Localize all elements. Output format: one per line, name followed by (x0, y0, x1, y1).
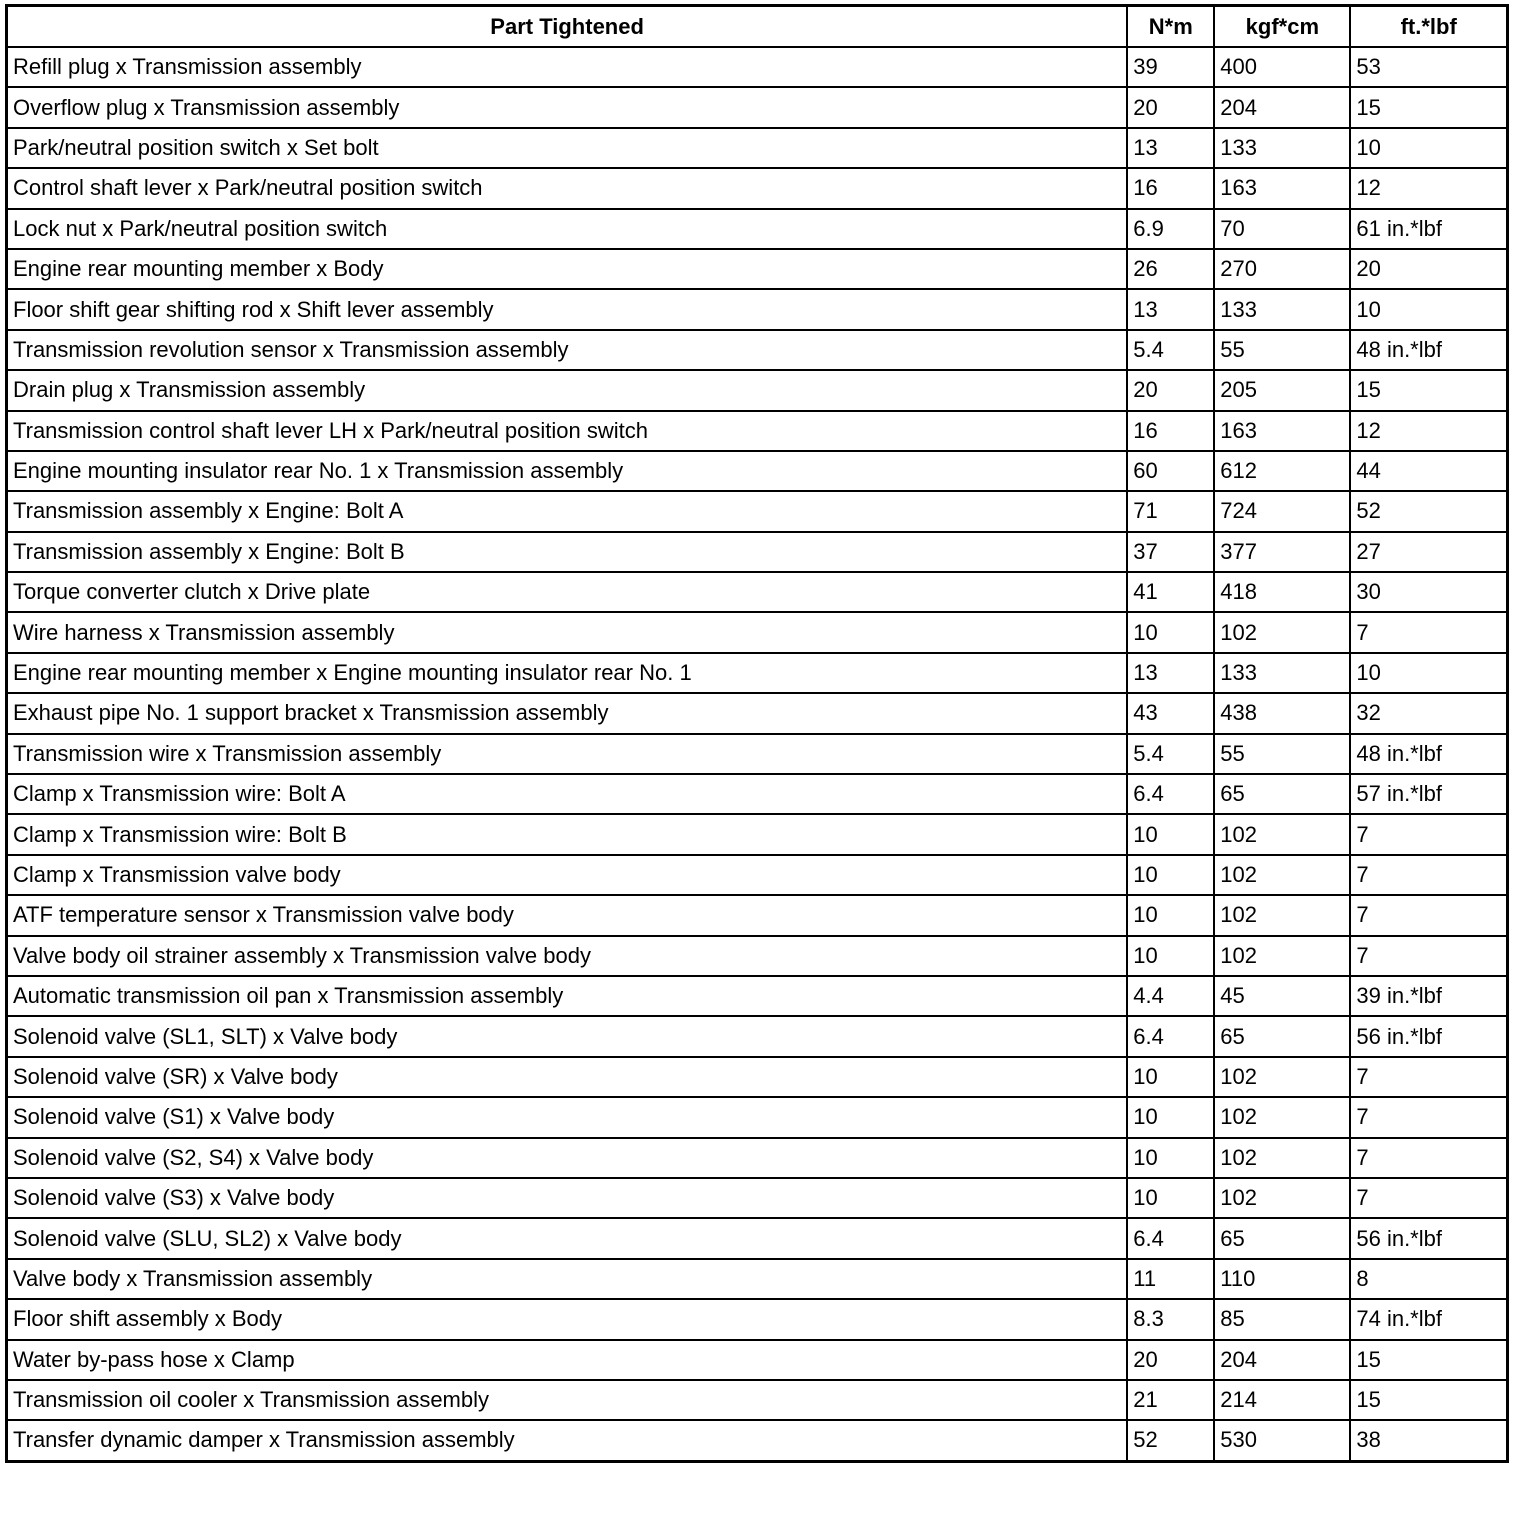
table-row (7, 330, 1508, 370)
table-row (7, 1138, 1508, 1178)
ftlbf-cell: 20 (1350, 249, 1507, 289)
nm-cell: 10 (1127, 1178, 1214, 1218)
part-cell: Transmission wire x Transmission assembly (7, 734, 1128, 774)
ftlbf-cell: 32 (1350, 693, 1507, 733)
part-cell: Water by-pass hose x Clamp (7, 1340, 1128, 1380)
nm-cell: 16 (1127, 411, 1214, 451)
part-cell: Engine rear mounting member x Body (7, 249, 1128, 289)
table-row (7, 1259, 1508, 1299)
ftlbf-cell: 12 (1350, 411, 1507, 451)
table-row (7, 936, 1508, 976)
nm-cell: 10 (1127, 814, 1214, 854)
ftlbf-cell: 7 (1350, 1178, 1507, 1218)
nm-cell: 11 (1127, 1259, 1214, 1299)
part-cell: Solenoid valve (SL1, SLT) x Valve body (7, 1016, 1128, 1056)
nm-cell: 10 (1127, 1097, 1214, 1137)
ftlbf-cell: 7 (1350, 1097, 1507, 1137)
kgfcm-cell: 102 (1214, 936, 1350, 976)
part-cell: Transmission assembly x Engine: Bolt B (7, 532, 1128, 572)
kgfcm-cell: 65 (1214, 1016, 1350, 1056)
nm-cell: 26 (1127, 249, 1214, 289)
kgfcm-cell: 55 (1214, 734, 1350, 774)
nm-cell: 6.4 (1127, 1016, 1214, 1056)
kgfcm-cell: 204 (1214, 87, 1350, 127)
table-row (7, 572, 1508, 612)
nm-cell: 43 (1127, 693, 1214, 733)
table-row (7, 774, 1508, 814)
part-cell: Lock nut x Park/neutral position switch (7, 209, 1128, 249)
ftlbf-cell: 52 (1350, 491, 1507, 531)
nm-cell: 10 (1127, 895, 1214, 935)
kgfcm-cell: 530 (1214, 1420, 1350, 1461)
part-cell: Automatic transmission oil pan x Transmission assembly (7, 976, 1128, 1016)
ftlbf-cell: 38 (1350, 1420, 1507, 1461)
ftlbf-cell: 56 in.*lbf (1350, 1016, 1507, 1056)
table-row (7, 895, 1508, 935)
ftlbf-cell: 7 (1350, 1057, 1507, 1097)
ftlbf-cell: 15 (1350, 1380, 1507, 1420)
nm-cell: 37 (1127, 532, 1214, 572)
ftlbf-cell: 27 (1350, 532, 1507, 572)
header-ftlbf: ft.*lbf (1350, 6, 1507, 48)
part-cell: Torque converter clutch x Drive plate (7, 572, 1128, 612)
table-row (7, 249, 1508, 289)
ftlbf-cell: 10 (1350, 653, 1507, 693)
part-cell: Park/neutral position switch x Set bolt (7, 128, 1128, 168)
kgfcm-cell: 133 (1214, 653, 1350, 693)
kgfcm-cell: 110 (1214, 1259, 1350, 1299)
table-row (7, 1420, 1508, 1461)
kgfcm-cell: 400 (1214, 47, 1350, 87)
nm-cell: 71 (1127, 491, 1214, 531)
table-row (7, 411, 1508, 451)
part-cell: Overflow plug x Transmission assembly (7, 87, 1128, 127)
kgfcm-cell: 418 (1214, 572, 1350, 612)
nm-cell: 21 (1127, 1380, 1214, 1420)
header-row (7, 6, 1508, 48)
nm-cell: 10 (1127, 1057, 1214, 1097)
table-row (7, 653, 1508, 693)
nm-cell: 13 (1127, 289, 1214, 329)
ftlbf-cell: 15 (1350, 370, 1507, 410)
part-cell: Floor shift assembly x Body (7, 1299, 1128, 1339)
table-row (7, 128, 1508, 168)
kgfcm-cell: 65 (1214, 774, 1350, 814)
nm-cell: 52 (1127, 1420, 1214, 1461)
kgfcm-cell: 377 (1214, 532, 1350, 572)
table-row (7, 1380, 1508, 1420)
kgfcm-cell: 102 (1214, 895, 1350, 935)
kgfcm-cell: 102 (1214, 1097, 1350, 1137)
nm-cell: 10 (1127, 936, 1214, 976)
table-row (7, 1097, 1508, 1137)
nm-cell: 16 (1127, 168, 1214, 208)
table-row (7, 209, 1508, 249)
ftlbf-cell: 7 (1350, 612, 1507, 652)
table-row (7, 1218, 1508, 1258)
ftlbf-cell: 56 in.*lbf (1350, 1218, 1507, 1258)
nm-cell: 5.4 (1127, 734, 1214, 774)
table-row (7, 532, 1508, 572)
kgfcm-cell: 102 (1214, 1057, 1350, 1097)
kgfcm-cell: 85 (1214, 1299, 1350, 1339)
part-cell: Transfer dynamic damper x Transmission assembly (7, 1420, 1128, 1461)
part-cell: Engine mounting insulator rear No. 1 x Transmission assembly (7, 451, 1128, 491)
nm-cell: 13 (1127, 128, 1214, 168)
ftlbf-cell: 44 (1350, 451, 1507, 491)
ftlbf-cell: 10 (1350, 289, 1507, 329)
nm-cell: 5.4 (1127, 330, 1214, 370)
part-cell: Solenoid valve (SR) x Valve body (7, 1057, 1128, 1097)
table-row (7, 1178, 1508, 1218)
kgfcm-cell: 438 (1214, 693, 1350, 733)
nm-cell: 6.4 (1127, 1218, 1214, 1258)
part-cell: Wire harness x Transmission assembly (7, 612, 1128, 652)
nm-cell: 6.4 (1127, 774, 1214, 814)
ftlbf-cell: 15 (1350, 87, 1507, 127)
ftlbf-cell: 10 (1350, 128, 1507, 168)
part-cell: Control shaft lever x Park/neutral position switch (7, 168, 1128, 208)
part-cell: Exhaust pipe No. 1 support bracket x Transmission assembly (7, 693, 1128, 733)
table-row (7, 1057, 1508, 1097)
ftlbf-cell: 8 (1350, 1259, 1507, 1299)
nm-cell: 10 (1127, 1138, 1214, 1178)
table-row (7, 1299, 1508, 1339)
ftlbf-cell: 12 (1350, 168, 1507, 208)
part-cell: Transmission oil cooler x Transmission assembly (7, 1380, 1128, 1420)
nm-cell: 20 (1127, 87, 1214, 127)
kgfcm-cell: 102 (1214, 855, 1350, 895)
part-cell: Valve body oil strainer assembly x Transmission valve body (7, 936, 1128, 976)
kgfcm-cell: 102 (1214, 612, 1350, 652)
nm-cell: 60 (1127, 451, 1214, 491)
nm-cell: 10 (1127, 612, 1214, 652)
ftlbf-cell: 7 (1350, 936, 1507, 976)
nm-cell: 20 (1127, 370, 1214, 410)
kgfcm-cell: 102 (1214, 1178, 1350, 1218)
ftlbf-cell: 7 (1350, 1138, 1507, 1178)
part-cell: Solenoid valve (S2, S4) x Valve body (7, 1138, 1128, 1178)
ftlbf-cell: 30 (1350, 572, 1507, 612)
kgfcm-cell: 205 (1214, 370, 1350, 410)
kgfcm-cell: 163 (1214, 168, 1350, 208)
nm-cell: 39 (1127, 47, 1214, 87)
kgfcm-cell: 102 (1214, 1138, 1350, 1178)
header-part: Part Tightened (7, 6, 1128, 48)
nm-cell: 20 (1127, 1340, 1214, 1380)
nm-cell: 13 (1127, 653, 1214, 693)
ftlbf-cell: 7 (1350, 814, 1507, 854)
kgfcm-cell: 724 (1214, 491, 1350, 531)
kgfcm-cell: 163 (1214, 411, 1350, 451)
ftlbf-cell: 7 (1350, 895, 1507, 935)
kgfcm-cell: 204 (1214, 1340, 1350, 1380)
table-row (7, 1340, 1508, 1380)
part-cell: Transmission control shaft lever LH x Park/neutral position switch (7, 411, 1128, 451)
nm-cell: 4.4 (1127, 976, 1214, 1016)
kgfcm-cell: 612 (1214, 451, 1350, 491)
header-nm: N*m (1127, 6, 1214, 48)
part-cell: Transmission assembly x Engine: Bolt A (7, 491, 1128, 531)
kgfcm-cell: 55 (1214, 330, 1350, 370)
part-cell: Valve body x Transmission assembly (7, 1259, 1128, 1299)
table-row (7, 734, 1508, 774)
ftlbf-cell: 15 (1350, 1340, 1507, 1380)
table-row (7, 693, 1508, 733)
kgfcm-cell: 133 (1214, 289, 1350, 329)
part-cell: Floor shift gear shifting rod x Shift lever assembly (7, 289, 1128, 329)
table-row (7, 289, 1508, 329)
nm-cell: 10 (1127, 855, 1214, 895)
ftlbf-cell: 48 in.*lbf (1350, 330, 1507, 370)
kgfcm-cell: 70 (1214, 209, 1350, 249)
part-cell: Engine rear mounting member x Engine mounting insulator rear No. 1 (7, 653, 1128, 693)
kgfcm-cell: 270 (1214, 249, 1350, 289)
table-row (7, 976, 1508, 1016)
table-row (7, 855, 1508, 895)
table-row (7, 491, 1508, 531)
table-row (7, 612, 1508, 652)
part-cell: Refill plug x Transmission assembly (7, 47, 1128, 87)
header-kgfcm: kgf*cm (1214, 6, 1350, 48)
table-row (7, 370, 1508, 410)
part-cell: Transmission revolution sensor x Transmission assembly (7, 330, 1128, 370)
nm-cell: 6.9 (1127, 209, 1214, 249)
torque-spec-table (5, 4, 1509, 1463)
part-cell: Clamp x Transmission wire: Bolt A (7, 774, 1128, 814)
table-row (7, 168, 1508, 208)
ftlbf-cell: 39 in.*lbf (1350, 976, 1507, 1016)
part-cell: Clamp x Transmission valve body (7, 855, 1128, 895)
table-row (7, 87, 1508, 127)
ftlbf-cell: 57 in.*lbf (1350, 774, 1507, 814)
kgfcm-cell: 133 (1214, 128, 1350, 168)
part-cell: Solenoid valve (SLU, SL2) x Valve body (7, 1218, 1128, 1258)
nm-cell: 41 (1127, 572, 1214, 612)
table-row (7, 47, 1508, 87)
kgfcm-cell: 102 (1214, 814, 1350, 854)
kgfcm-cell: 45 (1214, 976, 1350, 1016)
nm-cell: 8.3 (1127, 1299, 1214, 1339)
part-cell: Solenoid valve (S1) x Valve body (7, 1097, 1128, 1137)
ftlbf-cell: 7 (1350, 855, 1507, 895)
ftlbf-cell: 61 in.*lbf (1350, 209, 1507, 249)
table-row (7, 814, 1508, 854)
part-cell: Drain plug x Transmission assembly (7, 370, 1128, 410)
ftlbf-cell: 53 (1350, 47, 1507, 87)
part-cell: Solenoid valve (S3) x Valve body (7, 1178, 1128, 1218)
kgfcm-cell: 214 (1214, 1380, 1350, 1420)
table-row (7, 1016, 1508, 1056)
part-cell: Clamp x Transmission wire: Bolt B (7, 814, 1128, 854)
ftlbf-cell: 48 in.*lbf (1350, 734, 1507, 774)
part-cell: ATF temperature sensor x Transmission valve body (7, 895, 1128, 935)
kgfcm-cell: 65 (1214, 1218, 1350, 1258)
table-row (7, 451, 1508, 491)
ftlbf-cell: 74 in.*lbf (1350, 1299, 1507, 1339)
